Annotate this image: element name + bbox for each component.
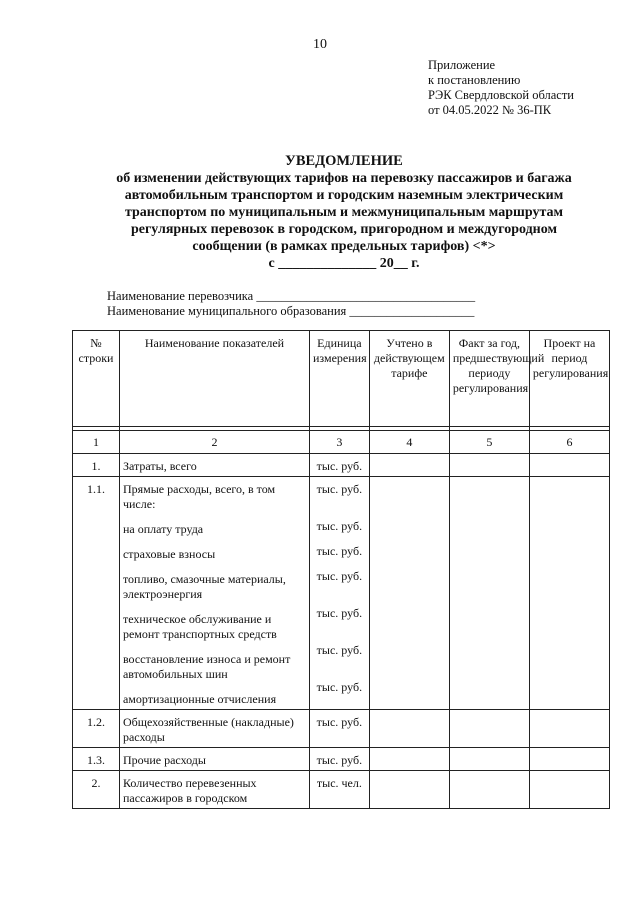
table-row <box>73 710 610 748</box>
row-unit: тыс. руб. <box>316 643 363 657</box>
column-number-row <box>73 431 610 454</box>
row-indicator: Общехозяйственные (накладные) расходы <box>119 710 309 748</box>
header-unit: Единица измерения <box>310 331 370 427</box>
row-number: 1. <box>73 454 120 477</box>
page-number: 10 <box>313 37 327 52</box>
row-unit: тыс. руб. <box>310 454 370 477</box>
carrier-block <box>107 289 475 319</box>
row-indicator: восстановление износа и ремонт автомобильных шин <box>122 652 291 681</box>
carrier-name-field[interactable]: Наименование перевозчика ___________________________________ <box>107 289 476 303</box>
value-cell[interactable] <box>449 477 529 710</box>
header-actual-year: Факт за год, предшествующий периоду регулирования <box>449 331 529 427</box>
header-current-tariff: Учтено в действующем тарифе <box>369 331 449 427</box>
value-cell[interactable] <box>369 748 449 771</box>
row-unit-group <box>310 477 370 710</box>
column-number: 4 <box>369 431 449 454</box>
title-line: регулярных перевозок в городском, пригородном и междугородном <box>130 222 558 237</box>
row-indicator: амортизационные отчисления <box>122 692 277 706</box>
row-indicator: страховые взносы <box>122 547 216 561</box>
value-cell[interactable] <box>449 748 529 771</box>
value-cell[interactable] <box>529 454 609 477</box>
tariff-table <box>72 330 610 809</box>
table-row <box>73 771 610 809</box>
title-main: УВЕДОМЛЕНИЕ <box>285 153 403 169</box>
title-line: сообщении (в рамках предельных тарифов) <*> <box>192 239 496 254</box>
column-number: 3 <box>310 431 370 454</box>
row-indicator: Количество перевезенных пассажиров в городском <box>119 771 309 809</box>
value-cell[interactable] <box>369 477 449 710</box>
approval-line: к постановлению <box>428 73 521 87</box>
row-indicator: Прямые расходы, всего, в том числе: <box>122 482 276 511</box>
column-number: 5 <box>449 431 529 454</box>
row-unit: тыс. чел. <box>310 771 370 809</box>
header-row-number: № строки <box>73 331 120 427</box>
row-unit: тыс. руб. <box>310 710 370 748</box>
row-number: 1.3. <box>73 748 120 771</box>
table-row <box>73 748 610 771</box>
value-cell[interactable] <box>529 710 609 748</box>
value-cell[interactable] <box>369 710 449 748</box>
table-row <box>73 477 610 710</box>
row-unit: тыс. руб. <box>316 606 363 620</box>
row-indicator: на оплату труда <box>122 522 204 536</box>
value-cell[interactable] <box>449 771 529 809</box>
value-cell[interactable] <box>529 771 609 809</box>
header-indicator-name: Наименование показателей <box>119 331 309 427</box>
approval-line: от 04.05.2022 № 36-ПК <box>428 103 552 117</box>
approval-line: Приложение <box>428 58 496 72</box>
row-unit: тыс. руб. <box>316 680 363 694</box>
row-indicator: топливо, смазочные материалы, электроэнергия <box>122 572 286 601</box>
approval-block <box>428 58 574 118</box>
title-line: транспортом по муниципальным и межмуниципальным маршрутам <box>124 205 564 220</box>
column-number: 1 <box>73 431 120 454</box>
document-title <box>60 153 628 272</box>
table-header-row <box>73 331 610 427</box>
row-indicator-group <box>119 477 309 710</box>
column-number: 6 <box>529 431 609 454</box>
row-number: 1.1. <box>73 477 120 710</box>
title-line: об изменении действующих тарифов на перевозку пассажиров и багажа <box>116 171 572 186</box>
value-cell[interactable] <box>449 454 529 477</box>
title-date-line: с ______________ 20__ г. <box>268 256 420 271</box>
row-unit: тыс. руб. <box>316 569 363 583</box>
row-indicator: Затраты, всего <box>119 454 309 477</box>
approval-line: РЭК Свердловской области <box>428 88 574 102</box>
value-cell[interactable] <box>529 748 609 771</box>
table-row <box>73 454 610 477</box>
municipality-field[interactable]: Наименование муниципального образования ____________________ <box>107 304 475 318</box>
row-number: 1.2. <box>73 710 120 748</box>
row-number: 2. <box>73 771 120 809</box>
value-cell[interactable] <box>369 771 449 809</box>
value-cell[interactable] <box>529 477 609 710</box>
row-unit: тыс. руб. <box>316 519 363 533</box>
row-unit: тыс. руб. <box>316 482 363 496</box>
row-unit: тыс. руб. <box>316 544 363 558</box>
title-line: автомобильным транспортом и городским наземным электрическим <box>124 188 564 203</box>
value-cell[interactable] <box>449 710 529 748</box>
row-indicator: техническое обслуживание и ремонт транспортных средств <box>122 612 277 641</box>
header-project: Проект на период регулирования <box>529 331 609 427</box>
column-number: 2 <box>119 431 309 454</box>
row-indicator: Прочие расходы <box>119 748 309 771</box>
row-unit: тыс. руб. <box>310 748 370 771</box>
value-cell[interactable] <box>369 454 449 477</box>
